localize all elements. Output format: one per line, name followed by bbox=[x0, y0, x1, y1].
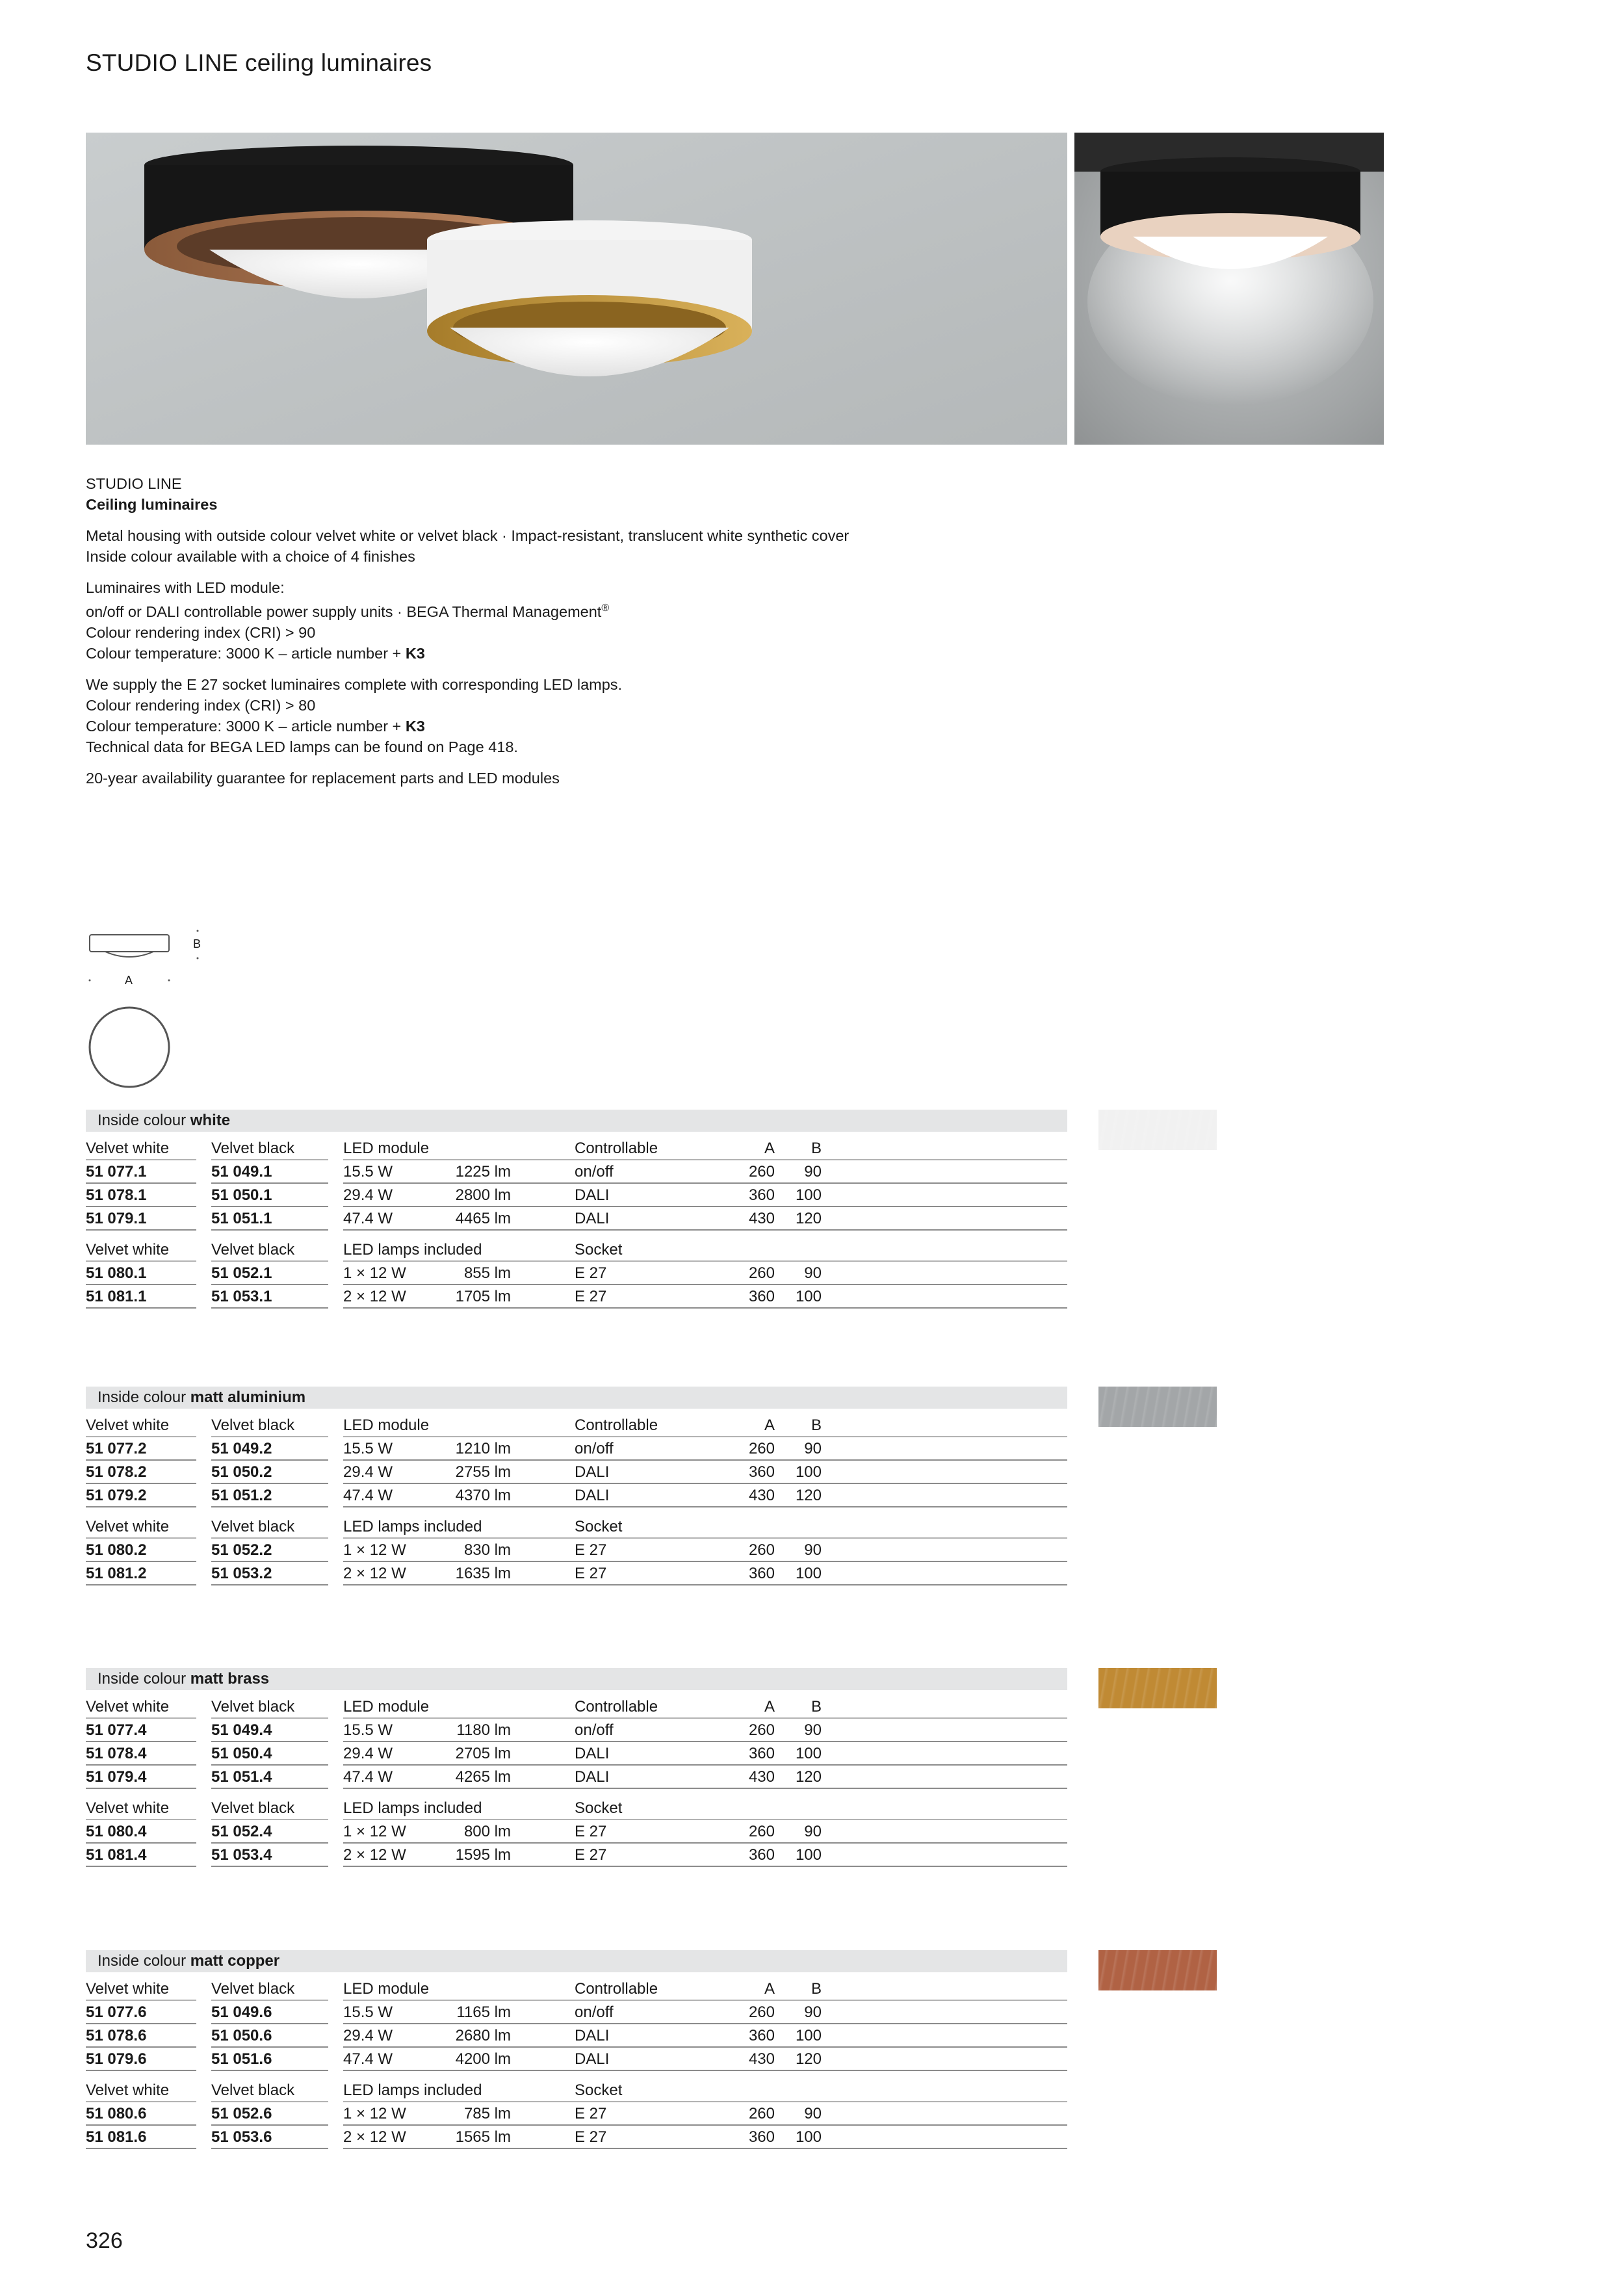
socket: E 27 bbox=[575, 1565, 607, 1582]
luminous-flux: 1595 lm bbox=[455, 1846, 511, 1864]
table-row bbox=[86, 1160, 1067, 1184]
dimension-b: 100 bbox=[795, 1745, 822, 1762]
dimension-a: 360 bbox=[748, 1186, 775, 1204]
luminous-flux: 785 lm bbox=[463, 2105, 511, 2122]
article-number-velvet-black: 51 050.1 bbox=[211, 1186, 272, 1204]
article-number-velvet-white: 51 078.1 bbox=[86, 1186, 147, 1204]
dimension-a: 430 bbox=[748, 1210, 775, 1227]
luminous-flux: 4265 lm bbox=[455, 1768, 511, 1786]
header-led-module: LED module bbox=[343, 1698, 430, 1715]
article-number-velvet-white: 51 079.6 bbox=[86, 2050, 147, 2068]
article-number-velvet-black: 51 052.4 bbox=[211, 1823, 272, 1840]
section-heading bbox=[86, 1950, 1067, 1972]
table-row bbox=[86, 1820, 1067, 1844]
article-number-velvet-white: 51 077.1 bbox=[86, 1163, 147, 1181]
table-row bbox=[86, 1742, 1067, 1766]
article-number-velvet-white: 51 080.4 bbox=[86, 1823, 147, 1840]
table-row bbox=[86, 1285, 1067, 1309]
article-number-velvet-black: 51 050.6 bbox=[211, 2027, 272, 2044]
header-b: B bbox=[811, 1698, 822, 1715]
dimension-a: 360 bbox=[748, 2027, 775, 2044]
wattage: 47.4 W bbox=[343, 1487, 393, 1504]
article-number-velvet-black: 51 052.2 bbox=[211, 1541, 272, 1559]
header-velvet-black: Velvet black bbox=[211, 1518, 295, 1535]
socket: E 27 bbox=[575, 1288, 607, 1305]
header-controllable: Controllable bbox=[575, 1416, 658, 1434]
led-header-row bbox=[86, 1137, 1067, 1160]
wattage: 15.5 W bbox=[343, 1721, 393, 1739]
dimension-b: 90 bbox=[804, 1440, 822, 1457]
section-heading-prefix: Inside colour bbox=[97, 1952, 190, 1970]
section-heading-finish: matt aluminium bbox=[190, 1389, 306, 1406]
header-led-lamps: LED lamps included bbox=[343, 1799, 482, 1817]
luminous-flux: 1165 lm bbox=[456, 2003, 511, 2021]
header-velvet-black: Velvet black bbox=[211, 1416, 295, 1434]
finish-swatch bbox=[1098, 1110, 1217, 1150]
luminaire-illustration bbox=[86, 133, 1067, 445]
product-photo-side bbox=[1074, 133, 1384, 445]
section-heading bbox=[86, 1387, 1067, 1409]
table-row bbox=[86, 2102, 1067, 2126]
luminous-flux: 4465 lm bbox=[455, 1210, 511, 1227]
dimension-b: 100 bbox=[795, 1846, 822, 1864]
dimension-b: 100 bbox=[795, 2128, 822, 2146]
socket: E 27 bbox=[575, 1846, 607, 1864]
controllable: DALI bbox=[575, 1487, 610, 1504]
wattage: 2 × 12 W bbox=[343, 1288, 406, 1305]
wattage: 29.4 W bbox=[343, 1186, 393, 1204]
section-inside-colour bbox=[86, 1950, 1067, 2149]
page-number: 326 bbox=[86, 2228, 123, 2253]
article-number-velvet-white: 51 078.2 bbox=[86, 1463, 147, 1481]
socket: E 27 bbox=[575, 1264, 607, 1282]
header-led-module: LED module bbox=[343, 1416, 430, 1434]
wattage: 47.4 W bbox=[343, 2050, 393, 2068]
dimension-a: 260 bbox=[748, 1440, 775, 1457]
header-velvet-black: Velvet black bbox=[211, 1698, 295, 1715]
controllable: on/off bbox=[575, 1440, 614, 1457]
table-row bbox=[86, 1719, 1067, 1742]
wattage: 15.5 W bbox=[343, 2003, 393, 2021]
dimension-a: 360 bbox=[748, 2128, 775, 2146]
header-velvet-white: Velvet white bbox=[86, 1416, 170, 1434]
article-number-velvet-black: 51 049.2 bbox=[211, 1440, 272, 1457]
luminous-flux: 1225 lm bbox=[455, 1163, 511, 1181]
article-number-velvet-white: 51 077.4 bbox=[86, 1721, 147, 1739]
dimension-a: 260 bbox=[748, 1163, 775, 1181]
lamp-header-row bbox=[86, 1797, 1067, 1820]
controllable: DALI bbox=[575, 2050, 610, 2068]
header-velvet-white: Velvet white bbox=[86, 1518, 170, 1535]
section-heading bbox=[86, 1668, 1067, 1690]
header-a: A bbox=[764, 1698, 775, 1715]
wattage: 1 × 12 W bbox=[343, 1541, 406, 1559]
header-velvet-white: Velvet white bbox=[86, 1980, 170, 1998]
controllable: DALI bbox=[575, 1745, 610, 1762]
wattage: 15.5 W bbox=[343, 1163, 393, 1181]
socket: E 27 bbox=[575, 2128, 607, 2146]
dimension-b: 100 bbox=[795, 1565, 822, 1582]
luminous-flux: 1210 lm bbox=[455, 1440, 511, 1457]
led-header-row bbox=[86, 1977, 1067, 2001]
wattage: 1 × 12 W bbox=[343, 2105, 406, 2122]
dimension-b: 120 bbox=[795, 1210, 822, 1227]
article-number-velvet-black: 51 050.2 bbox=[211, 1463, 272, 1481]
page-title: STUDIO LINE ceiling luminaires bbox=[86, 49, 432, 76]
table-row bbox=[86, 1184, 1067, 1207]
controllable: DALI bbox=[575, 1210, 610, 1227]
wattage: 2 × 12 W bbox=[343, 2128, 406, 2146]
dimension-a: 260 bbox=[748, 1823, 775, 1840]
table-row bbox=[86, 1207, 1067, 1231]
dimension-b: 90 bbox=[804, 1163, 822, 1181]
table-row bbox=[86, 1562, 1067, 1585]
header-b: B bbox=[811, 1140, 822, 1157]
article-number-velvet-black: 51 052.6 bbox=[211, 2105, 272, 2122]
table-row bbox=[86, 2001, 1067, 2024]
article-number-velvet-white: 51 080.2 bbox=[86, 1541, 147, 1559]
article-number-velvet-black: 51 050.4 bbox=[211, 1745, 272, 1762]
wattage: 29.4 W bbox=[343, 1463, 393, 1481]
luminous-flux: 2705 lm bbox=[455, 1745, 511, 1762]
luminaire-lit-illustration bbox=[1074, 133, 1384, 445]
article-number-velvet-white: 51 080.1 bbox=[86, 1264, 147, 1282]
header-a: A bbox=[764, 1416, 775, 1434]
article-number-velvet-white: 51 077.2 bbox=[86, 1440, 147, 1457]
luminous-flux: 1705 lm bbox=[455, 1288, 511, 1305]
header-velvet-black: Velvet black bbox=[211, 2081, 295, 2099]
luminous-flux: 1635 lm bbox=[455, 1565, 511, 1582]
article-number-velvet-black: 51 053.1 bbox=[211, 1288, 272, 1305]
dimension-a: 260 bbox=[748, 2003, 775, 2021]
table-row bbox=[86, 1844, 1067, 1867]
article-number-velvet-black: 51 051.2 bbox=[211, 1487, 272, 1504]
table-row bbox=[86, 2048, 1067, 2071]
article-number-velvet-white: 51 079.2 bbox=[86, 1487, 147, 1504]
article-number-velvet-white: 51 077.6 bbox=[86, 2003, 147, 2021]
intro-paragraph-housing: Metal housing with outside colour velvet white or velvet black · Impact-resistant, translucent white synthetic cover Inside colour available with a choice of 4 finishes bbox=[86, 527, 850, 565]
dimension-a: 360 bbox=[748, 1846, 775, 1864]
intro-paragraph-e27: We supply the E 27 socket luminaires complete with corresponding LED lamps. Colour rendering index (CRI) > 80 Colour temperature: 3000 K – article number + K3 Technical data for BEGA LED lamps can be found on Page 418. bbox=[86, 675, 623, 755]
wattage: 1 × 12 W bbox=[343, 1823, 406, 1840]
header-velvet-black: Velvet black bbox=[211, 1140, 295, 1157]
dimension-b: 90 bbox=[804, 1264, 822, 1282]
article-number-velvet-white: 51 081.4 bbox=[86, 1846, 147, 1864]
dimension-a: 260 bbox=[748, 1721, 775, 1739]
table-row bbox=[86, 1539, 1067, 1562]
dimension-a: 360 bbox=[748, 1745, 775, 1762]
category-name: Ceiling luminaires bbox=[86, 496, 218, 513]
section-heading-finish: matt brass bbox=[190, 1670, 270, 1688]
controllable: on/off bbox=[575, 1163, 614, 1181]
section-heading-prefix: Inside colour bbox=[97, 1670, 190, 1688]
header-velvet-white: Velvet white bbox=[86, 1799, 170, 1817]
article-number-velvet-white: 51 081.1 bbox=[86, 1288, 147, 1305]
wattage: 47.4 W bbox=[343, 1210, 393, 1227]
header-a: A bbox=[764, 1980, 775, 1998]
section-heading-prefix: Inside colour bbox=[97, 1389, 190, 1406]
controllable: DALI bbox=[575, 1463, 610, 1481]
dimension-b-label: B bbox=[193, 937, 201, 950]
dimension-drawing bbox=[86, 928, 216, 1091]
wattage: 29.4 W bbox=[343, 2027, 393, 2044]
wattage: 1 × 12 W bbox=[343, 1264, 406, 1282]
header-socket: Socket bbox=[575, 1518, 623, 1535]
product-photo-main bbox=[86, 133, 1067, 445]
dimension-b: 100 bbox=[795, 1463, 822, 1481]
led-header-row bbox=[86, 1414, 1067, 1437]
dimension-b: 120 bbox=[795, 2050, 822, 2068]
header-velvet-black: Velvet black bbox=[211, 1241, 295, 1259]
section-heading-finish: matt copper bbox=[190, 1952, 280, 1970]
luminous-flux: 2800 lm bbox=[455, 1186, 511, 1204]
article-number-velvet-white: 51 080.6 bbox=[86, 2105, 147, 2122]
table-row bbox=[86, 2126, 1067, 2149]
table-row bbox=[86, 1484, 1067, 1507]
header-controllable: Controllable bbox=[575, 1140, 658, 1157]
luminaire-outline-icon bbox=[86, 928, 216, 1091]
controllable: on/off bbox=[575, 2003, 614, 2021]
table-row bbox=[86, 1437, 1067, 1461]
luminous-flux: 4200 lm bbox=[455, 2050, 511, 2068]
section-heading bbox=[86, 1110, 1067, 1132]
dimension-a: 430 bbox=[748, 2050, 775, 2068]
lamp-header-row bbox=[86, 1238, 1067, 1262]
article-number-velvet-white: 51 079.4 bbox=[86, 1768, 147, 1786]
dimension-b: 120 bbox=[795, 1487, 822, 1504]
controllable: DALI bbox=[575, 1768, 610, 1786]
wattage: 29.4 W bbox=[343, 1745, 393, 1762]
header-velvet-white: Velvet white bbox=[86, 2081, 170, 2099]
socket: E 27 bbox=[575, 1541, 607, 1559]
dimension-b: 90 bbox=[804, 1823, 822, 1840]
header-led-module: LED module bbox=[343, 1980, 430, 1998]
controllable: on/off bbox=[575, 1721, 614, 1739]
header-led-lamps: LED lamps included bbox=[343, 1241, 482, 1259]
intro-text bbox=[86, 473, 1126, 789]
article-number-velvet-black: 51 051.1 bbox=[211, 1210, 272, 1227]
section-inside-colour bbox=[86, 1110, 1067, 1309]
header-b: B bbox=[811, 1980, 822, 1998]
series-name: STUDIO LINE bbox=[86, 475, 182, 492]
article-number-velvet-black: 51 051.4 bbox=[211, 1768, 272, 1786]
luminous-flux: 830 lm bbox=[463, 1541, 511, 1559]
header-a: A bbox=[764, 1140, 775, 1157]
section-heading-prefix: Inside colour bbox=[97, 1112, 190, 1129]
article-number-velvet-black: 51 053.2 bbox=[211, 1565, 272, 1582]
dimension-a: 260 bbox=[748, 2105, 775, 2122]
article-number-velvet-white: 51 079.1 bbox=[86, 1210, 147, 1227]
header-socket: Socket bbox=[575, 1241, 623, 1259]
led-header-row bbox=[86, 1695, 1067, 1719]
dimension-b: 90 bbox=[804, 2003, 822, 2021]
article-number-velvet-black: 51 049.4 bbox=[211, 1721, 272, 1739]
luminous-flux: 855 lm bbox=[463, 1264, 511, 1282]
header-led-lamps: LED lamps included bbox=[343, 1518, 482, 1535]
dimension-b: 120 bbox=[795, 1768, 822, 1786]
finish-swatch bbox=[1098, 1387, 1217, 1427]
dimension-b: 90 bbox=[804, 1721, 822, 1739]
section-inside-colour bbox=[86, 1387, 1067, 1585]
dimension-a: 260 bbox=[748, 1541, 775, 1559]
section-heading-finish: white bbox=[190, 1112, 231, 1129]
dimension-b: 100 bbox=[795, 1186, 822, 1204]
header-controllable: Controllable bbox=[575, 1698, 658, 1715]
dimension-a: 260 bbox=[748, 1264, 775, 1282]
intro-paragraph-led: Luminaires with LED module: on/off or DALI controllable power supply units · BEGA Thermal Management® Colour rendering index (CRI) > 90 Colour temperature: 3000 K – article number + K3 bbox=[86, 579, 610, 662]
luminous-flux: 1180 lm bbox=[456, 1721, 511, 1739]
header-b: B bbox=[811, 1416, 822, 1434]
finish-swatch bbox=[1098, 1668, 1217, 1708]
wattage: 2 × 12 W bbox=[343, 1565, 406, 1582]
luminous-flux: 2680 lm bbox=[455, 2027, 511, 2044]
article-number-velvet-black: 51 052.1 bbox=[211, 1264, 272, 1282]
lamp-header-row bbox=[86, 2079, 1067, 2102]
dimension-a: 360 bbox=[748, 1288, 775, 1305]
luminous-flux: 800 lm bbox=[463, 1823, 511, 1840]
dimension-a: 430 bbox=[748, 1768, 775, 1786]
lamp-header-row bbox=[86, 1515, 1067, 1539]
header-led-module: LED module bbox=[343, 1140, 430, 1157]
table-row bbox=[86, 1766, 1067, 1789]
table-row bbox=[86, 1262, 1067, 1285]
section-inside-colour bbox=[86, 1668, 1067, 1867]
dimension-b: 100 bbox=[795, 1288, 822, 1305]
header-velvet-white: Velvet white bbox=[86, 1140, 170, 1157]
dimension-a-label: A bbox=[125, 974, 133, 987]
header-controllable: Controllable bbox=[575, 1980, 658, 1998]
socket: E 27 bbox=[575, 1823, 607, 1840]
article-number-velvet-black: 51 051.6 bbox=[211, 2050, 272, 2068]
dimension-b: 100 bbox=[795, 2027, 822, 2044]
dimension-b: 90 bbox=[804, 2105, 822, 2122]
table-row bbox=[86, 1461, 1067, 1484]
article-number-velvet-white: 51 081.2 bbox=[86, 1565, 147, 1582]
article-number-velvet-black: 51 049.1 bbox=[211, 1163, 272, 1181]
article-number-velvet-white: 51 078.6 bbox=[86, 2027, 147, 2044]
header-led-lamps: LED lamps included bbox=[343, 2081, 482, 2099]
controllable: DALI bbox=[575, 2027, 610, 2044]
intro-paragraph-guarantee: 20-year availability guarantee for replacement parts and LED modules bbox=[86, 769, 560, 787]
header-velvet-black: Velvet black bbox=[211, 1980, 295, 1998]
wattage: 47.4 W bbox=[343, 1768, 393, 1786]
article-number-velvet-black: 51 049.6 bbox=[211, 2003, 272, 2021]
dimension-a: 430 bbox=[748, 1487, 775, 1504]
article-number-velvet-black: 51 053.6 bbox=[211, 2128, 272, 2146]
article-number-velvet-white: 51 081.6 bbox=[86, 2128, 147, 2146]
header-socket: Socket bbox=[575, 2081, 623, 2099]
table-row bbox=[86, 2024, 1067, 2048]
dimension-b: 90 bbox=[804, 1541, 822, 1559]
header-velvet-white: Velvet white bbox=[86, 1241, 170, 1259]
article-number-velvet-white: 51 078.4 bbox=[86, 1745, 147, 1762]
wattage: 2 × 12 W bbox=[343, 1846, 406, 1864]
header-velvet-white: Velvet white bbox=[86, 1698, 170, 1715]
finish-swatch bbox=[1098, 1950, 1217, 1990]
wattage: 15.5 W bbox=[343, 1440, 393, 1457]
luminous-flux: 1565 lm bbox=[455, 2128, 511, 2146]
header-velvet-black: Velvet black bbox=[211, 1799, 295, 1817]
luminous-flux: 4370 lm bbox=[455, 1487, 511, 1504]
dimension-a: 360 bbox=[748, 1565, 775, 1582]
dimension-a: 360 bbox=[748, 1463, 775, 1481]
luminous-flux: 2755 lm bbox=[455, 1463, 511, 1481]
socket: E 27 bbox=[575, 2105, 607, 2122]
controllable: DALI bbox=[575, 1186, 610, 1204]
article-number-velvet-black: 51 053.4 bbox=[211, 1846, 272, 1864]
header-socket: Socket bbox=[575, 1799, 623, 1817]
